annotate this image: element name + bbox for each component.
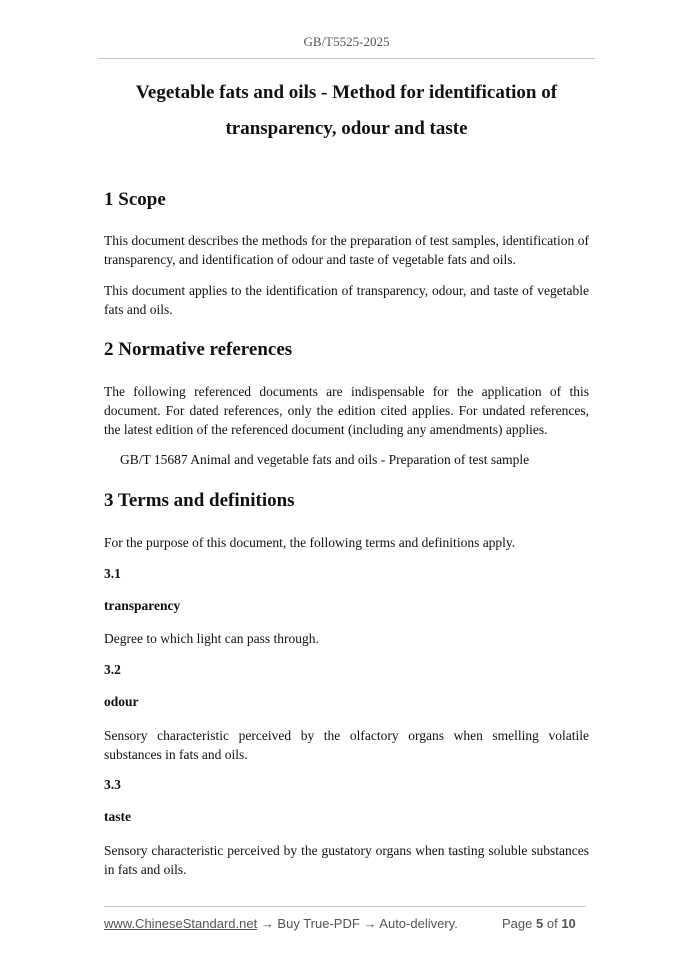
term-definition: Sensory characteristic perceived by the olfactory organs when smelling volatile substances in fats and oils.: [104, 728, 589, 762]
page-current: 5: [536, 916, 544, 931]
term-name: transparency: [104, 598, 181, 613]
document-title-line2: transparency, odour and taste: [225, 118, 468, 139]
page-label: Page: [502, 916, 533, 931]
page-total: 10: [561, 916, 576, 931]
scope-paragraph-1: This document describes the methods for the preparation of test samples, identification of transparency, and identification of odour and taste of vegetable fats and oils.: [104, 233, 589, 267]
section-heading-normative-references: 2 Normative references: [104, 339, 293, 360]
term-name: taste: [104, 809, 131, 824]
term-number: 3.2: [104, 662, 121, 677]
section-heading-scope: 1 Scope: [104, 189, 166, 210]
term-name: odour: [104, 694, 139, 709]
scope-paragraph-2: This document applies to the identification of transparency, odour, and taste of vegetable fats and oils.: [104, 283, 589, 317]
footer-promo-text: → Buy True-PDF → Auto-delivery.: [257, 916, 458, 931]
terms-intro: For the purpose of this document, the following terms and definitions apply.: [104, 535, 516, 550]
document-code-header: GB/T5525-2025: [303, 34, 390, 49]
normative-reference-item: GB/T 15687 Animal and vegetable fats and oils - Preparation of test sample: [120, 452, 530, 467]
term-definition: Sensory characteristic perceived by the gustatory organs when tasting soluble substances in fats and oils.: [104, 843, 589, 877]
header-divider: [98, 58, 595, 59]
term-number: 3.3: [104, 777, 121, 792]
footer-divider: [104, 906, 586, 907]
of-label: of: [546, 916, 558, 931]
footer-website-link[interactable]: www.ChineseStandard.net: [104, 916, 258, 931]
page-indicator: [502, 916, 576, 931]
normative-paragraph: The following referenced documents are indispensable for the application of this document. For dated references, only the edition cited applies. For undated references, the latest edition of the referenced document (including any amendments) applies.: [104, 384, 589, 437]
section-heading-terms: 3 Terms and definitions: [104, 490, 295, 511]
document-title-line1: Vegetable fats and oils - Method for identification of: [135, 82, 558, 103]
term-number: 3.1: [104, 566, 121, 581]
term-definition: Degree to which light can pass through.: [104, 631, 319, 646]
footer-promo: [104, 916, 458, 931]
